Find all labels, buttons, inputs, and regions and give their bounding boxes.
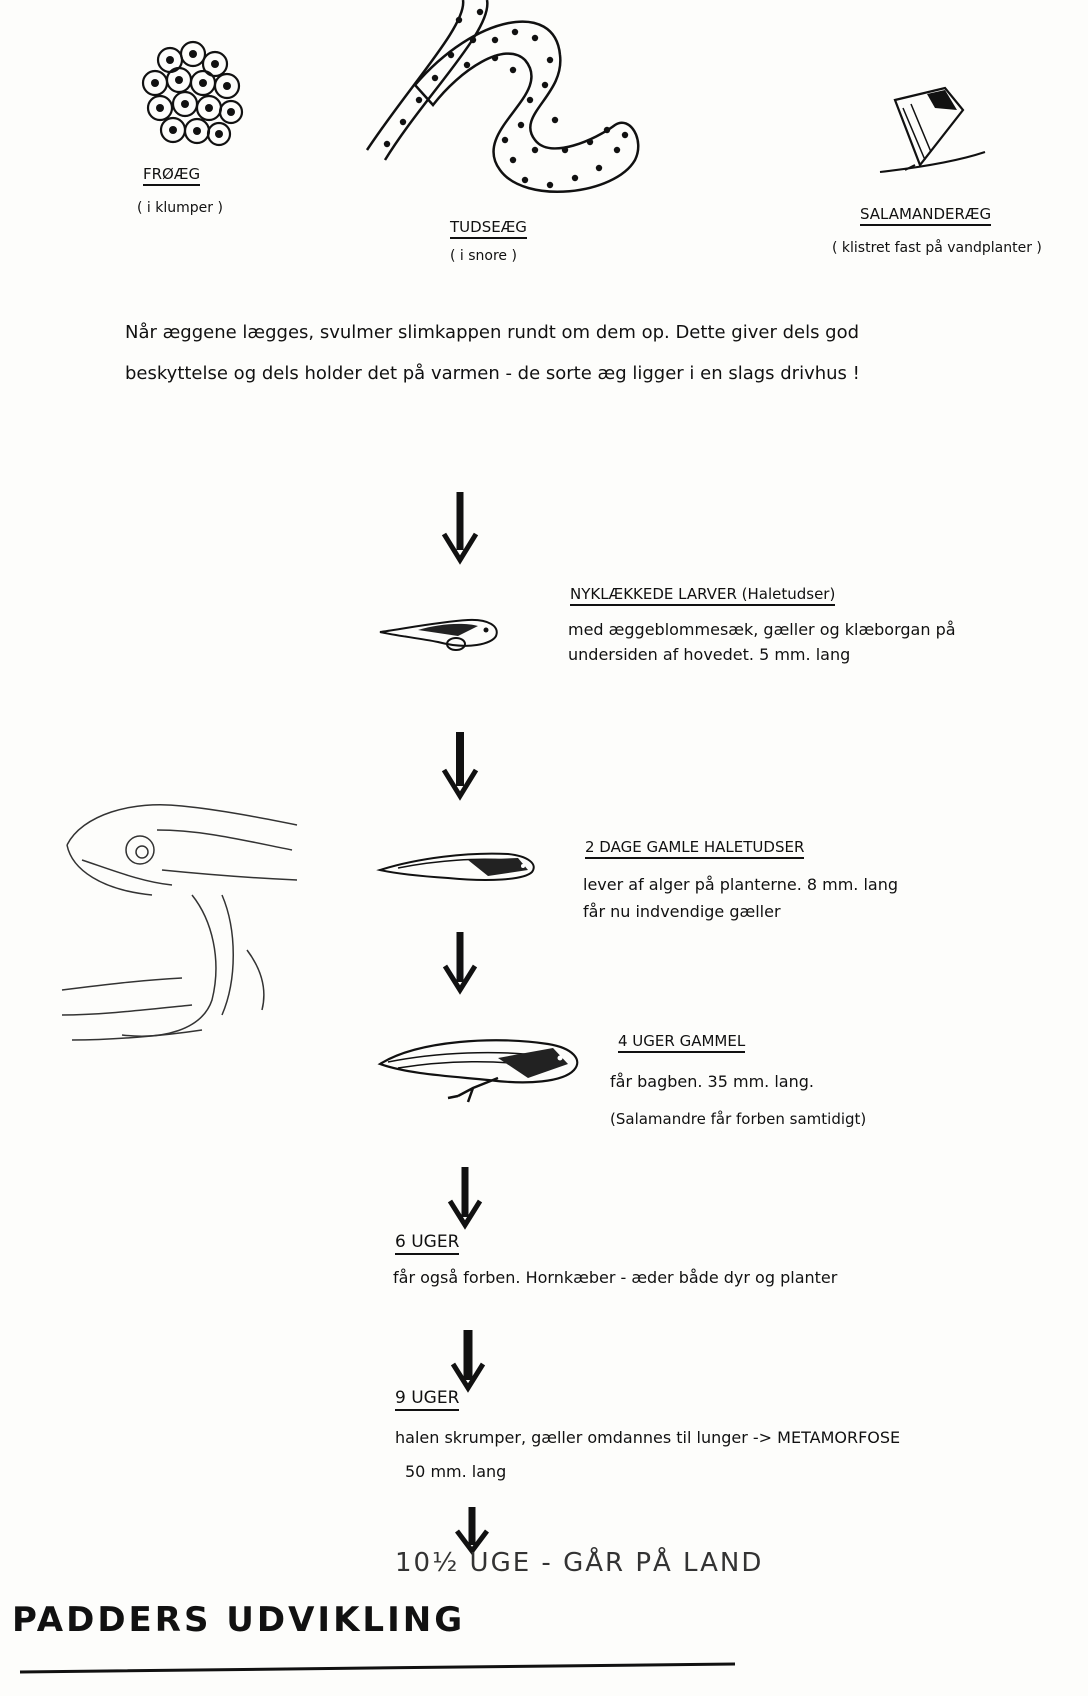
salamander-egg-icon <box>875 80 990 180</box>
frog-egg-note: ( i klumper ) <box>137 200 223 216</box>
stage-1-line-1: med æggeblommesæk, gæller og klæborgan på <box>568 620 956 639</box>
toad-egg-label: TUDSEÆG <box>450 218 527 239</box>
salamander-egg-note: ( klistret fast på vandplanter ) <box>832 240 1042 256</box>
stage-2-line-2: får nu indvendige gæller <box>583 902 781 921</box>
stage-1-title: NYKLÆKKEDE LARVER (Haletudser) <box>570 585 835 606</box>
stage-3-title: 4 UGER GAMMEL <box>618 1032 745 1053</box>
arrow-down-icon <box>448 1328 488 1393</box>
final-stage-text: 10½ UGE - GÅR PÅ LAND <box>395 1548 764 1578</box>
title-underline <box>20 1650 740 1680</box>
arrow-down-icon <box>445 1165 485 1230</box>
stage-3-line-2: (Salamandre får forben samtidigt) <box>610 1110 867 1128</box>
frog-egg-label: FRØÆG <box>143 165 200 186</box>
arrow-down-icon <box>440 730 480 800</box>
stage-3-line-1: får bagben. 35 mm. lang. <box>610 1072 814 1091</box>
stage-4-title: 6 UGER <box>395 1232 459 1255</box>
tadpole-4-weeks-icon <box>378 1030 583 1105</box>
arrow-down-icon <box>440 930 480 995</box>
intro-line-1: Når æggene lægges, svulmer slimkappen rundt om dem op. Dette giver dels god <box>125 322 860 343</box>
frog-head-sketch-icon <box>62 800 302 1045</box>
toad-egg-string-icon <box>355 0 655 205</box>
stage-4-line-1: får også forben. Hornkæber - æder både dyr og planter <box>393 1268 838 1287</box>
stage-2-line-1: lever af alger på planterne. 8 mm. lang <box>583 875 899 894</box>
frog-egg-cluster-icon <box>135 38 250 153</box>
hatchling-larva-icon <box>378 610 503 660</box>
arrow-down-icon <box>440 490 480 565</box>
tadpole-2-days-icon <box>378 848 538 888</box>
page-title: PADDERS UDVIKLING <box>12 1600 466 1640</box>
intro-line-2: beskyttelse og dels holder det på varmen - de sorte æg ligger i en slags drivhus ! <box>125 363 860 384</box>
stage-1-line-2: undersiden af hovedet. 5 mm. lang <box>568 645 851 664</box>
toad-egg-note: ( i snore ) <box>450 248 517 264</box>
stage-2-title: 2 DAGE GAMLE HALETUDSER <box>585 838 804 859</box>
stage-5-title: 9 UGER <box>395 1388 459 1411</box>
stage-5-line-2: 50 mm. lang <box>405 1462 507 1481</box>
salamander-egg-label: SALAMANDERÆG <box>860 205 991 226</box>
stage-5-line-1: halen skrumper, gæller omdannes til lunger -> METAMORFOSE <box>395 1428 901 1447</box>
